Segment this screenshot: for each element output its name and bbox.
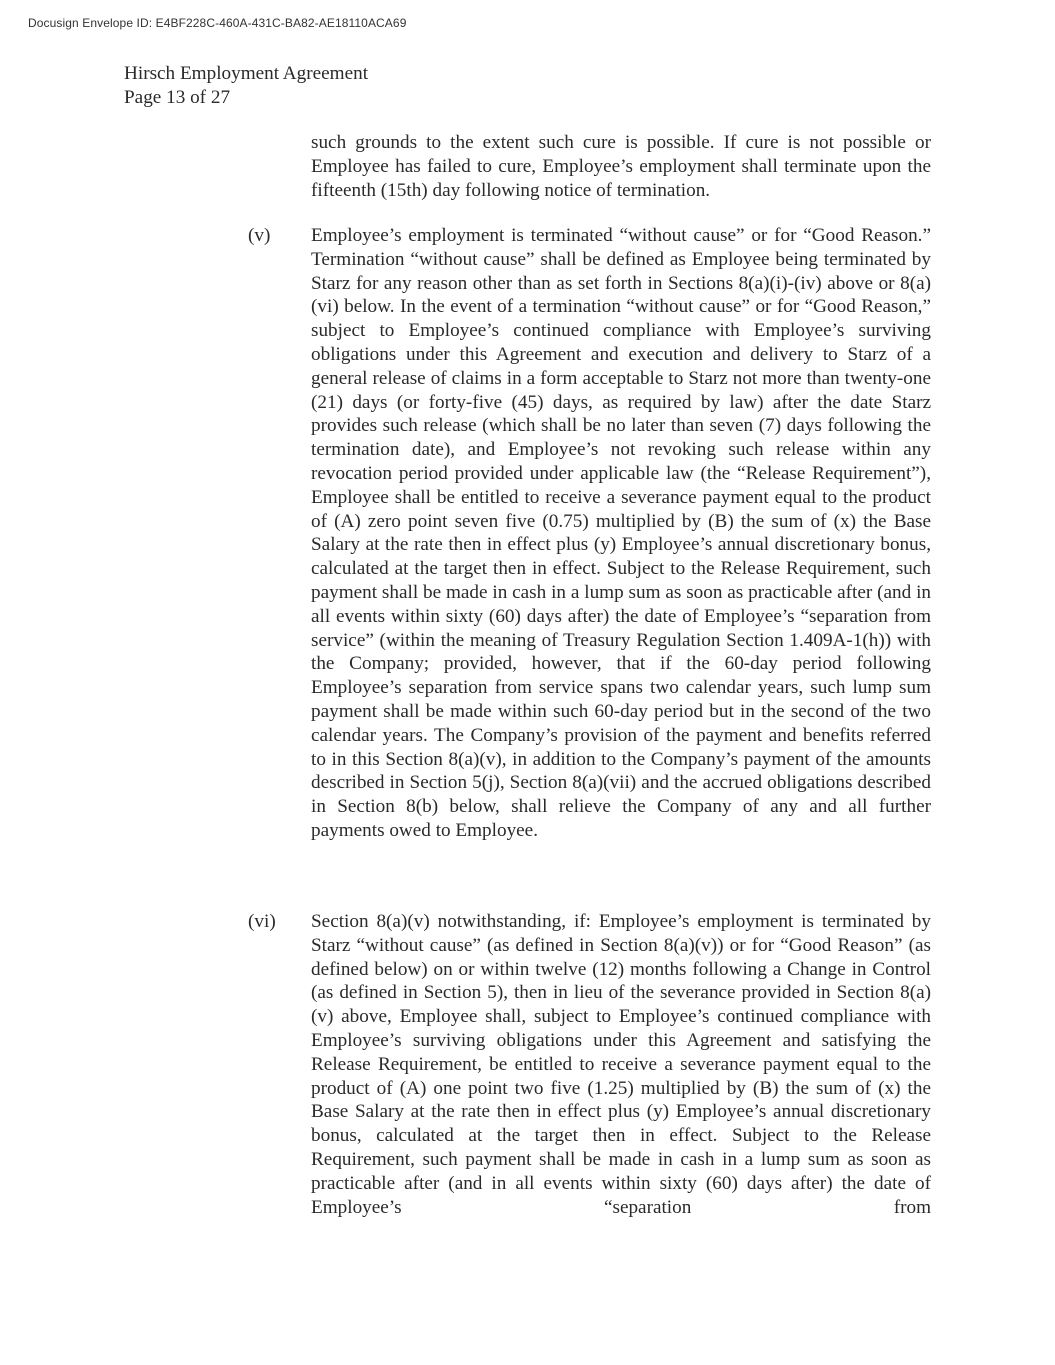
page-number: Page 13 of 27 [124, 87, 231, 108]
docusign-envelope-id: Docusign Envelope ID: E4BF228C-460A-431C-BA82-AE18110ACA69 [28, 16, 407, 30]
document-title: Hirsch Employment Agreement [124, 63, 369, 84]
item-number-v: (v) [248, 225, 271, 246]
item-text-v: Employee’s employment is terminated “without cause” or for “Good Reason.” Termination “without cause” shall be defined as Employee being terminated by Starz for any reason other than as set forth in Sections 8(a)(i)-(iv) above or 8(a)(vi) below. In the event of a termination “without cause” or for “Good Reason,” subject to Employee’s continued compliance with Employee’s surviving obligations under this Agreement and execution and delivery to Starz of a general release of claims in a form acceptable to Starz not more than twenty-one (21) days (or forty-five (45) days, as required by law) after the date Starz provides such release (which shall be no later than seven (7) days following the termination date), and Employee’s not revoking such release within any revocation period provided under applicable law (the “Release Requirement”), Employee shall be entitled to receive a severance payment equal to the product of (A) zero point seven five (0.75) multiplied by (B) the sum of (x) the Base Salary at the rate then in effect plus (y) Employee’s annual discretionary bonus, calculated at the target then in effect. Subject to the Release Requirement, such payment shall be made in cash in a lump sum as soon as practicable after (and in all events within sixty (60) days after) the date of Employee’s “separation from service” (within the meaning of Treasury Regulation Section 1.409A-1(h)) with the Company; provided, however, that if the 60-day period following Employee’s separation from service spans two calendar years, such lump sum payment shall be made within such 60-day period but in the second of the two calendar years. The Company’s provision of the payment and benefits referred to in this Section 8(a)(v), in addition to the Company’s payment of the amounts described in Section 5(j), Section 8(a)(vii) and the accrued obligations described in Section 8(b) below, shall relieve the Company of any and all further payments owed to Employee. [311, 225, 931, 841]
continuation-paragraph: such grounds to the extent such cure is possible. If cure is not possible or Employee has failed to cure, Employee’s employment shall terminate upon the fifteenth (15th) day following notice of termination. [311, 132, 931, 201]
item-text-vi: Section 8(a)(v) notwithstanding, if: Employee’s employment is terminated by Starz “without cause” (as defined in Section 8(a)(v)) or for “Good Reason” (as defined below) on or within twelve (12) months following a Change in Control (as defined in Section 5), then in lieu of the severance provided in Section 8(a)(v) above, Employee shall, subject to Employee’s continued compliance with Employee’s surviving obligations under this Agreement and satisfying the Release Requirement, be entitled to receive a severance payment equal to the product of (A) one point two five (1.25) multiplied by (B) the sum of (x) the Base Salary at the rate then in effect plus (y) Employee’s annual discretionary bonus, calculated at the target then in effect. Subject to the Release Requirement, such payment shall be made in cash in a lump sum as soon as practicable after (and in all events within sixty (60) days after) the date of Employee’s “separation from [311, 911, 931, 1218]
page-header [124, 62, 368, 110]
item-number-vi: (vi) [248, 911, 276, 932]
